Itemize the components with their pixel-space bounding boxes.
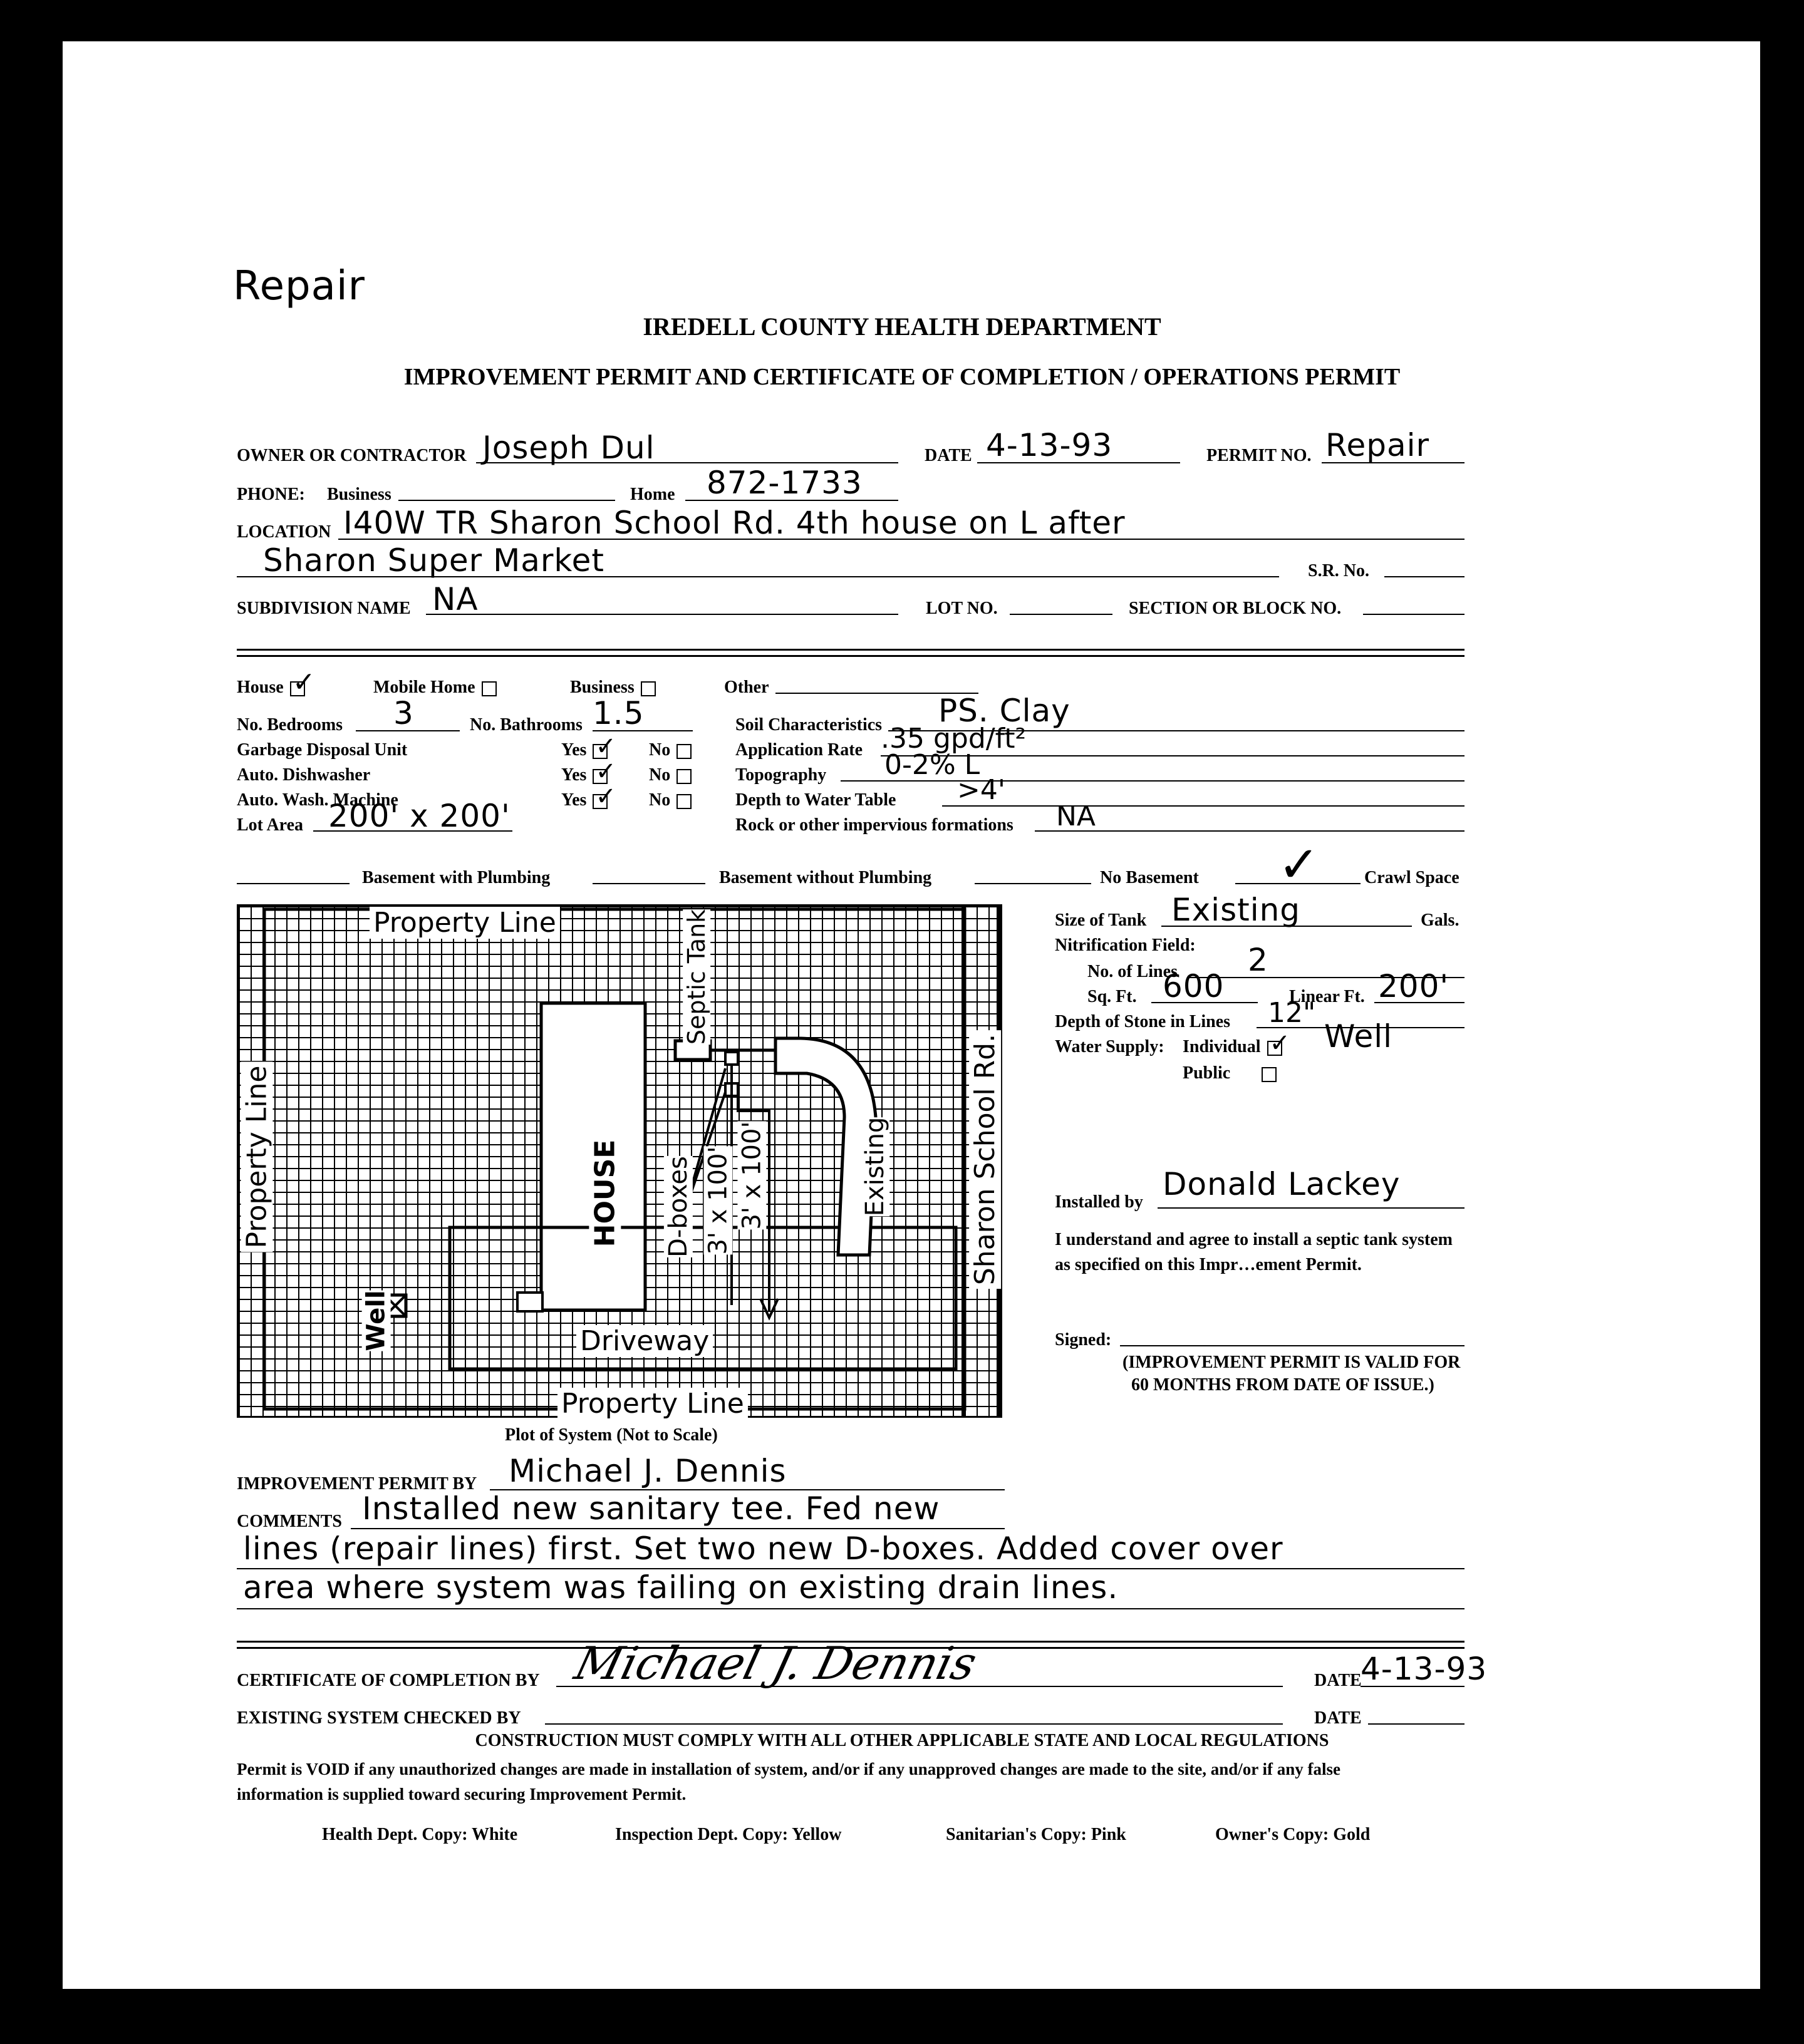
copy-health: Health Dept. Copy: White [322,1825,518,1844]
public-text: Public [1183,1063,1231,1083]
signed-label: Signed: [1055,1330,1112,1350]
dishwasher-no [649,765,692,785]
subdivision-label: SUBDIVISION NAME [237,599,411,618]
garbage-label: Garbage Disposal Unit [237,740,408,760]
lot-no-field[interactable] [1010,614,1112,615]
home-phone-value: 872-1733 [707,465,863,501]
garbage-no [649,740,692,760]
completion-date-label: DATE [1314,1671,1362,1690]
individual-value: Well [1324,1018,1393,1055]
bedrooms-label: No. Bedrooms [237,715,343,735]
comments-line-1: Installed new sanitary tee. Fed new [362,1490,940,1527]
check-icon: ✓ [595,756,616,785]
signed-field[interactable] [1120,1345,1464,1346]
sr-no-label: S.R. No. [1308,561,1370,581]
mobile-home-label [373,678,497,698]
plot-label-property-bottom: Property Line [557,1388,748,1420]
washer-yes-checkbox[interactable] [593,782,616,810]
agreement-line-1: I understand and agree to install a septic tank system [1055,1230,1453,1249]
topography-label: Topography [735,765,827,785]
dishwasher-no-text: No [649,765,671,785]
permit-no-value: Repair [1325,427,1430,463]
comments-line-3: area where system was failing on existing drain lines. [243,1569,1119,1606]
garbage-yes-text: Yes [561,740,587,760]
plot-caption: Plot of System (Not to Scale) [505,1425,718,1445]
existing-checked-field[interactable] [545,1723,1283,1725]
plot-label-line-1: 3' x 100' [703,1146,733,1255]
public-label [1183,1063,1277,1083]
individual-checkbox[interactable] [1267,1028,1291,1057]
lot-no-label: LOT NO. [926,599,998,618]
linear-value: 200' [1378,968,1449,1004]
location-label: LOCATION [237,522,331,542]
completion-date-value: 4-13-93 [1361,1651,1488,1687]
location-line-1: I40W TR Sharon School Rd. 4th house on L after [343,505,1126,541]
completion-signature: Michael J. Dennis [569,1637,982,1690]
plot-label-septic: Septic Tank [683,909,711,1045]
repair-stamp: Repair [233,263,365,309]
bathrooms-value: 1.5 [593,695,645,731]
washer-no-text: No [649,790,671,810]
plot-label-road: Sharon School Rd. [969,1030,1001,1289]
basement-without-field[interactable] [593,883,705,884]
home-phone-label: Home [630,485,675,504]
garbage-no-checkbox[interactable] [676,744,692,759]
comments-field-3[interactable] [237,1608,1464,1609]
water-supply-label: Water Supply: [1055,1037,1164,1056]
garbage-no-text: No [649,740,671,760]
washer-yes-text: Yes [561,790,587,810]
check-icon: ✓ [1269,1028,1291,1057]
department-title: IREDELL COUNTY HEALTH DEPARTMENT [643,312,1161,341]
app-rate-value: .35 gpd/ft² [881,723,1027,755]
water-table-label: Depth to Water Table [735,790,896,810]
installed-by-value: Donald Lackey [1163,1166,1401,1202]
rock-field[interactable] [1035,830,1464,832]
owner-value: Joseph Dul [482,430,655,466]
void-notice-2: information is supplied toward securing Improvement Permit. [237,1785,687,1804]
lines-label: No. of Lines [1087,962,1178,981]
soil-label: Soil Characteristics [735,715,883,735]
individual-label [1183,1028,1291,1057]
water-table-field[interactable] [942,805,1464,807]
washer-no-checkbox[interactable] [676,794,692,809]
sqft-label: Sq. Ft. [1087,987,1137,1006]
permit-no-label: PERMIT NO. [1206,446,1312,465]
void-notice-1: Permit is VOID if any unauthorized changes are made in installation of system, and/or if any unapproved changes are made to the site, and/or if any false [237,1760,1341,1778]
basement-with-field[interactable] [237,883,350,884]
comply-notice: CONSTRUCTION MUST COMPLY WITH ALL OTHER APPLICABLE STATE AND LOCAL REGULATIONS [475,1731,1329,1750]
lot-area-label: Lot Area [237,815,304,835]
copy-owner: Owner's Copy: Gold [1215,1825,1371,1844]
installed-by-field[interactable] [1158,1207,1464,1209]
sr-no-field[interactable] [1384,576,1464,577]
date-value: 4-13-93 [986,427,1113,463]
mobile-home-checkbox[interactable] [482,681,497,696]
installed-by-label: Installed by [1055,1192,1143,1212]
plot-label-line-2: 3' x 100' [737,1121,767,1230]
business-phone-field[interactable] [398,500,615,501]
driveway-stub [517,1293,542,1311]
lot-area-value: 200' x 200' [328,798,511,834]
individual-text: Individual [1183,1037,1261,1056]
plot-label-existing: Existing [861,1117,890,1217]
nitrification-label: Nitrification Field: [1055,936,1196,955]
date-label: DATE [925,446,972,465]
bedrooms-value: 3 [393,695,414,731]
bathrooms-label: No. Bathrooms [470,715,583,735]
rock-value: NA [1056,800,1096,832]
existing-date-field[interactable] [1368,1723,1464,1725]
water-table-value: >4' [957,774,1005,806]
agreement-line-2: as specified on this Impr…ement Permit. [1055,1255,1362,1274]
tank-size-label: Size of Tank [1055,911,1147,930]
rock-label: Rock or other impervious formations [735,815,1013,835]
section-label: SECTION OR BLOCK NO. [1129,599,1342,618]
tank-size-value: Existing [1171,892,1301,928]
existing-checked-label: EXISTING SYSTEM CHECKED BY [237,1708,521,1728]
linear-label: Linear Ft. [1289,987,1365,1006]
check-icon: ✓ [595,782,616,810]
plot-label-driveway: Driveway [576,1325,713,1357]
basement-with-label: Basement with Plumbing [362,868,551,887]
plot-label-house: HOUSE [589,1139,621,1247]
basement-without-label: Basement without Plumbing [719,868,932,887]
public-checkbox[interactable] [1262,1067,1277,1082]
subdivision-field[interactable] [426,614,898,615]
form-title: IMPROVEMENT PERMIT AND CERTIFICATE OF COMPLETION / OPERATIONS PERMIT [403,364,1401,390]
dishwasher-yes-text: Yes [561,765,587,785]
copy-inspection: Inspection Dept. Copy: Yellow [615,1825,842,1844]
dishwasher-label: Auto. Dishwasher [237,765,371,785]
section-field[interactable] [1363,614,1464,615]
check-icon: ✓ [292,666,316,698]
divider-top [237,649,1464,651]
gals-label: Gals. [1421,911,1459,930]
house-checkbox[interactable] [290,666,316,698]
completion-label: CERTIFICATE OF COMPLETION BY [237,1671,540,1690]
permit-by-label: IMPROVEMENT PERMIT BY [237,1474,477,1494]
divider-top-2 [237,655,1464,657]
crawl-check-icon: ✓ [1278,838,1320,893]
no-basement-label: No Basement [1100,868,1199,887]
washer-label: Auto. Wash. Machine [237,790,398,810]
permit-by-value: Michael J. Dennis [509,1453,787,1489]
phone-label: PHONE: [237,485,305,504]
location-line-2: Sharon Super Market [263,542,604,579]
house-label-text: House [237,678,284,697]
plot-label-property-left: Property Line [241,1062,272,1252]
mobile-home-text: Mobile Home [373,678,475,697]
crawl-space-label: Crawl Space [1364,868,1459,887]
comments-label: COMMENTS [237,1512,342,1531]
subdivision-value: NA [432,581,479,617]
washer-no [649,790,692,810]
house-label [237,666,316,698]
copy-sanitarian: Sanitarian's Copy: Pink [946,1825,1126,1844]
business-type-text: Business [570,678,635,697]
comments-field-1[interactable] [351,1528,1005,1529]
lines-value: 2 [1248,942,1268,978]
plot-label-property-top: Property Line [370,907,560,939]
business-phone-label: Business [327,485,391,504]
washer-yes [561,782,616,810]
other-label: Other [724,678,769,697]
plot-label-dboxes: D-boxes [663,1156,693,1257]
dbox-1-shape [725,1052,738,1065]
sqft-value: 600 [1163,968,1225,1004]
owner-label: OWNER OR CONTRACTOR [237,446,467,465]
existing-date-label: DATE [1314,1708,1362,1728]
app-rate-label: Application Rate [735,740,863,760]
dishwasher-no-checkbox[interactable] [676,769,692,784]
check-icon: ✓ [595,731,616,760]
stone-value: 12" [1268,997,1316,1029]
plot-label-well: Well [361,1290,391,1351]
soil-value: PS. Clay [938,693,1070,729]
business-checkbox[interactable] [641,681,656,696]
valid-line-2: 60 MONTHS FROM DATE OF ISSUE.) [1131,1375,1434,1395]
no-basement-field[interactable] [975,883,1091,884]
topography-value: 0-2% L [884,749,980,781]
comments-line-2: lines (repair lines) first. Set two new D-boxes. Added cover over [243,1530,1283,1567]
stone-label: Depth of Stone in Lines [1055,1012,1231,1031]
valid-line-1: (IMPROVEMENT PERMIT IS VALID FOR [1122,1353,1461,1372]
